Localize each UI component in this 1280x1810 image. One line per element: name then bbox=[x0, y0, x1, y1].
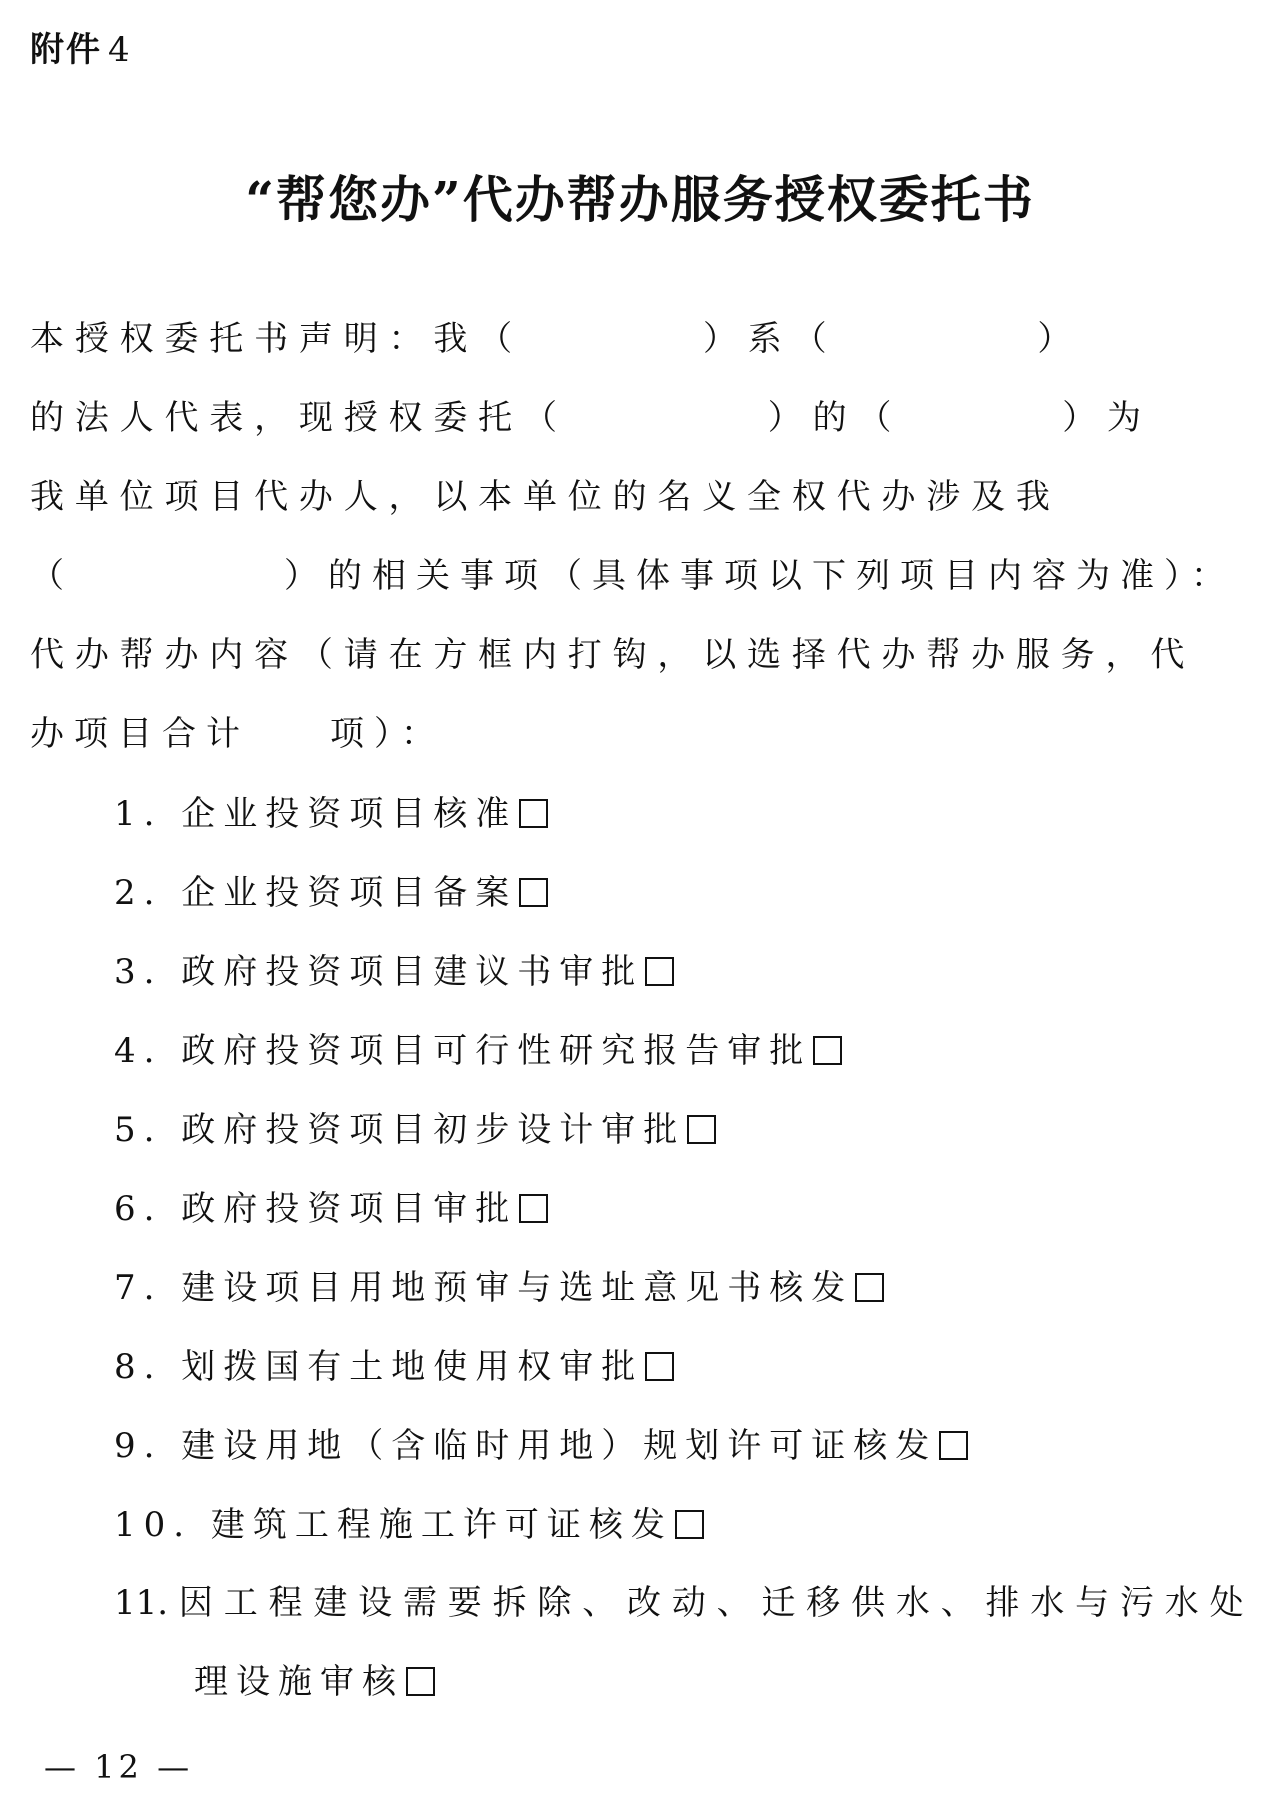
service-item-label: 2. 企业投资项目备案 bbox=[114, 873, 518, 913]
text-glyph: 托 bbox=[209, 319, 244, 359]
text-glyph: 为 bbox=[1107, 398, 1141, 438]
service-item-checkbox[interactable] bbox=[645, 1352, 674, 1381]
total-items-suffix: 项）： bbox=[330, 714, 445, 754]
text-glyph: 动 bbox=[671, 1583, 706, 1623]
service-item-11-cont bbox=[194, 1662, 435, 1702]
text-glyph: 设 bbox=[358, 1583, 393, 1623]
service-item-checkbox[interactable] bbox=[813, 1036, 842, 1065]
text-glyph: 建 bbox=[313, 1583, 348, 1623]
text-glyph: 供 bbox=[851, 1583, 886, 1623]
text-glyph: 代 bbox=[1150, 635, 1185, 675]
text-glyph: 人 bbox=[119, 398, 154, 438]
text-glyph: 排 bbox=[985, 1583, 1020, 1623]
text-glyph: 单 bbox=[74, 477, 109, 517]
text-glyph: 声 bbox=[298, 319, 333, 359]
service-item-11 bbox=[114, 1583, 1252, 1623]
text-glyph: 项 bbox=[164, 477, 199, 517]
text-glyph: ， bbox=[657, 635, 692, 675]
text-glyph: 法 bbox=[74, 398, 109, 438]
text-glyph: 现 bbox=[298, 398, 333, 438]
service-item-checkbox[interactable] bbox=[519, 878, 548, 907]
text-glyph: 涉 bbox=[926, 477, 961, 517]
text-glyph: 权 bbox=[791, 477, 826, 517]
text-glyph: （ bbox=[792, 319, 827, 359]
service-item-label: 10. 建筑工程施工许可证核发 bbox=[114, 1505, 673, 1545]
text-glyph: 授 bbox=[343, 398, 378, 438]
text-glyph: 位 bbox=[119, 477, 154, 517]
text-glyph: 、 bbox=[716, 1583, 751, 1623]
text-glyph: （ bbox=[478, 319, 513, 359]
service-item-4 bbox=[114, 1031, 842, 1071]
text-glyph: 务 bbox=[1060, 635, 1095, 675]
service-item-checkbox[interactable] bbox=[855, 1273, 884, 1302]
text-glyph: ， bbox=[254, 398, 289, 438]
text-glyph: 办 bbox=[881, 477, 916, 517]
service-item-label: 5. 政府投资项目初步设计审批 bbox=[114, 1110, 686, 1150]
body-line-3 bbox=[30, 477, 1252, 517]
text-glyph: 办 bbox=[164, 635, 199, 675]
text-glyph: 及 bbox=[971, 477, 1006, 517]
text-glyph: 权 bbox=[388, 398, 423, 438]
text-glyph: 表 bbox=[209, 398, 244, 438]
text-glyph: 权 bbox=[119, 319, 154, 359]
text-glyph: 钩 bbox=[612, 635, 647, 675]
service-item-checkbox[interactable] bbox=[687, 1115, 716, 1144]
text-glyph: 、 bbox=[582, 1583, 617, 1623]
text-glyph: 授 bbox=[74, 319, 109, 359]
text-glyph: 内 bbox=[522, 635, 557, 675]
text-glyph: 、 bbox=[940, 1583, 975, 1623]
text-glyph: 水 bbox=[1164, 1583, 1199, 1623]
text-glyph: 系 bbox=[747, 319, 782, 359]
text-glyph: 程 bbox=[268, 1583, 303, 1623]
text-glyph: （ bbox=[857, 398, 892, 438]
service-item-11-label-cont: 理设施审核 bbox=[194, 1662, 404, 1702]
text-glyph: 以 bbox=[702, 635, 737, 675]
text-glyph: （ bbox=[298, 635, 333, 675]
text-glyph: 办 bbox=[881, 635, 916, 675]
text-glyph: 选 bbox=[747, 635, 781, 675]
service-item-label: 8. 划拨国有土地使用权审批 bbox=[114, 1347, 644, 1387]
text-glyph: 我 bbox=[30, 477, 64, 517]
text-glyph: 帮 bbox=[119, 635, 154, 675]
attachment-number: 4 bbox=[108, 30, 132, 70]
service-item-checkbox[interactable] bbox=[645, 957, 674, 986]
body-line-2 bbox=[30, 398, 1252, 438]
text-glyph: 容 bbox=[254, 635, 289, 675]
text-glyph: 框 bbox=[478, 635, 513, 675]
text-glyph: 委 bbox=[433, 398, 468, 438]
text-glyph: 的 bbox=[612, 477, 647, 517]
service-item-label: 1. 企业投资项目核准 bbox=[114, 794, 518, 834]
text-glyph: 代 bbox=[30, 635, 64, 675]
text-glyph: 迁 bbox=[761, 1583, 796, 1623]
total-items-label: 办项目合计 bbox=[30, 714, 250, 754]
text-glyph: 帮 bbox=[926, 635, 961, 675]
attachment-label: 附件 4 bbox=[30, 30, 132, 70]
text-glyph: 要 bbox=[447, 1583, 482, 1623]
text-glyph: 方 bbox=[433, 635, 468, 675]
text-glyph: （ bbox=[522, 398, 557, 438]
service-item-1 bbox=[114, 794, 548, 834]
text-glyph: 我 bbox=[1015, 477, 1050, 517]
text-glyph: ： bbox=[388, 319, 423, 359]
text-glyph: 全 bbox=[747, 477, 781, 517]
text-glyph: 拆 bbox=[492, 1583, 527, 1623]
text-glyph: 托 bbox=[478, 398, 513, 438]
text-glyph: 办 bbox=[971, 635, 1006, 675]
text-glyph: ） bbox=[1037, 319, 1072, 359]
text-glyph: 本 bbox=[478, 477, 513, 517]
text-glyph: 以 bbox=[433, 477, 468, 517]
text-glyph: ） bbox=[1062, 398, 1097, 438]
text-glyph: ） bbox=[702, 319, 737, 359]
body-line-1 bbox=[30, 319, 1252, 359]
text-glyph: 打 bbox=[567, 635, 602, 675]
text-glyph: 在 bbox=[388, 635, 423, 675]
text-glyph: 目 bbox=[209, 477, 244, 517]
body-line-4 bbox=[30, 556, 1235, 596]
text-glyph: 的 bbox=[812, 398, 847, 438]
service-item-label: 4. 政府投资项目可行性研究报告审批 bbox=[114, 1031, 812, 1071]
text-glyph: 书 bbox=[254, 319, 289, 359]
text-glyph: 需 bbox=[402, 1583, 437, 1623]
text-glyph: 因 bbox=[178, 1583, 213, 1623]
service-item-checkbox[interactable] bbox=[939, 1431, 968, 1460]
text-glyph: 与 bbox=[1075, 1583, 1110, 1623]
service-item-checkbox[interactable] bbox=[675, 1510, 704, 1539]
text-glyph: 内 bbox=[209, 635, 244, 675]
text-glyph: 代 bbox=[836, 477, 871, 517]
document-title: “帮您办”代办帮办服务授权委托书 bbox=[245, 170, 1035, 229]
text-glyph: 办 bbox=[74, 635, 109, 675]
text-glyph: 除 bbox=[537, 1583, 572, 1623]
text-glyph: 单 bbox=[522, 477, 557, 517]
fill-in-open-paren: （ bbox=[30, 556, 74, 596]
text-glyph: 请 bbox=[343, 635, 378, 675]
text-glyph: 本 bbox=[30, 319, 64, 359]
body-line-4-text: ）的相关事项（具体事项以下列项目内容为准）： bbox=[284, 556, 1235, 596]
service-item-11-checkbox[interactable] bbox=[406, 1667, 435, 1696]
service-item-10 bbox=[114, 1505, 704, 1545]
text-glyph: 委 bbox=[164, 319, 199, 359]
text-glyph: ， bbox=[388, 477, 423, 517]
text-glyph: ） bbox=[767, 398, 802, 438]
service-item-checkbox[interactable] bbox=[519, 1194, 548, 1223]
text-glyph: 代 bbox=[254, 477, 289, 517]
body-line-5 bbox=[30, 635, 1252, 675]
text-glyph: 服 bbox=[1015, 635, 1050, 675]
text-glyph: 污 bbox=[1119, 1583, 1154, 1623]
text-glyph: 水 bbox=[895, 1583, 930, 1623]
service-item-3 bbox=[114, 952, 674, 992]
text-glyph: 移 bbox=[806, 1583, 841, 1623]
service-item-2 bbox=[114, 873, 548, 913]
text-glyph: 义 bbox=[702, 477, 737, 517]
text-glyph: ， bbox=[1105, 635, 1140, 675]
service-item-6 bbox=[114, 1189, 548, 1229]
body-line-6 bbox=[30, 714, 445, 754]
text-glyph: 11. bbox=[114, 1583, 169, 1623]
text-glyph: 办 bbox=[298, 477, 333, 517]
service-item-8 bbox=[114, 1347, 674, 1387]
service-item-label: 7. 建设项目用地预审与选址意见书核发 bbox=[114, 1268, 854, 1308]
service-item-label: 9. 建设用地（含临时用地）规划许可证核发 bbox=[114, 1426, 938, 1466]
service-item-checkbox[interactable] bbox=[519, 799, 548, 828]
service-item-7 bbox=[114, 1268, 884, 1308]
text-glyph: 人 bbox=[343, 477, 378, 517]
text-glyph: 明 bbox=[343, 319, 378, 359]
service-item-9 bbox=[114, 1426, 968, 1466]
text-glyph: 我 bbox=[433, 319, 468, 359]
text-glyph: 代 bbox=[164, 398, 199, 438]
text-glyph: 位 bbox=[567, 477, 602, 517]
service-item-label: 6. 政府投资项目审批 bbox=[114, 1189, 518, 1229]
page-number: — 12 — bbox=[44, 1748, 194, 1786]
text-glyph: 择 bbox=[791, 635, 826, 675]
text-glyph: 代 bbox=[836, 635, 871, 675]
text-glyph: 名 bbox=[657, 477, 692, 517]
service-item-label: 3. 政府投资项目建议书审批 bbox=[114, 952, 644, 992]
service-item-5 bbox=[114, 1110, 716, 1150]
text-glyph: 的 bbox=[30, 398, 64, 438]
text-glyph: 水 bbox=[1030, 1583, 1065, 1623]
text-glyph: 处 bbox=[1209, 1583, 1244, 1623]
text-glyph: 改 bbox=[627, 1583, 662, 1623]
text-glyph: 工 bbox=[223, 1583, 258, 1623]
